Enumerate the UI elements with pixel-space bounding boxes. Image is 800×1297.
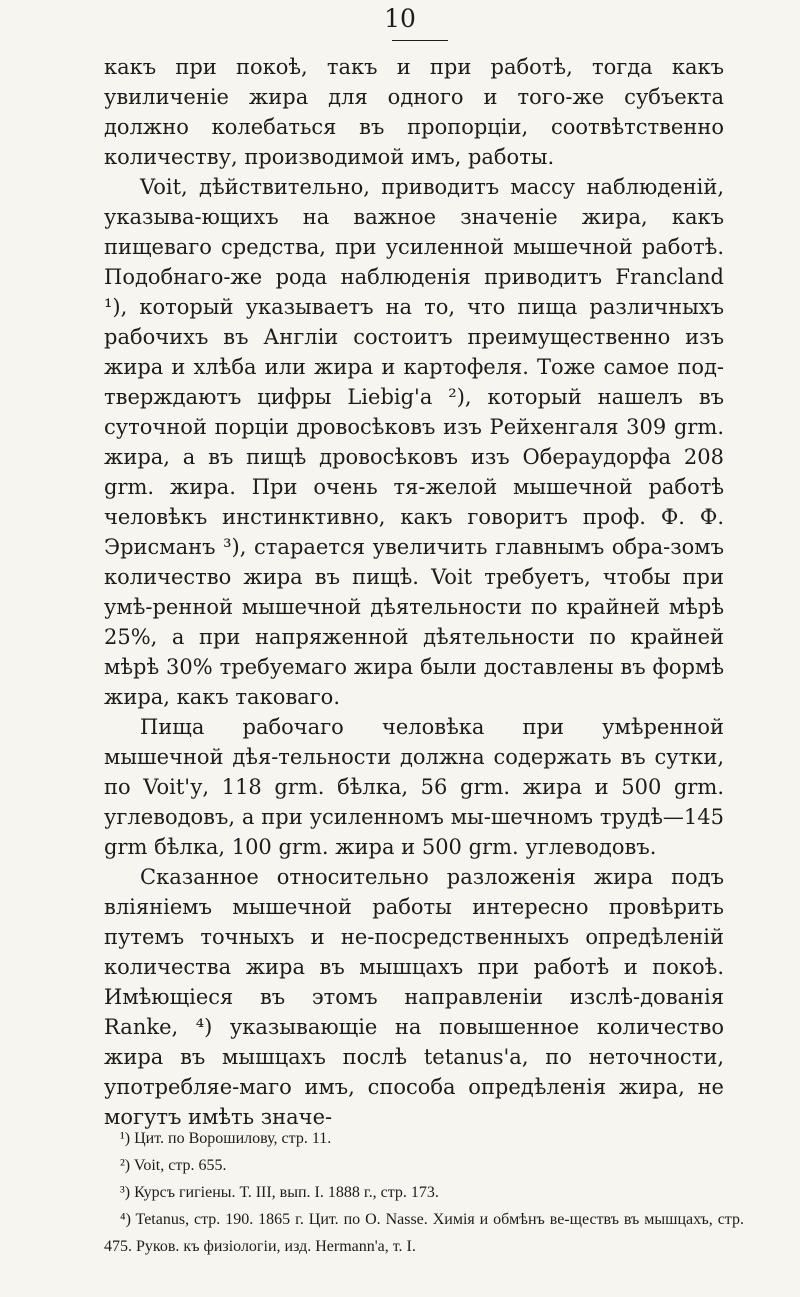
page-number: 10 [384,4,416,33]
header-rule [392,40,448,41]
footnote-3: ³) Курсъ гигіены. Т. III, вып. I. 1888 г., стр. 173. [120,1184,439,1201]
footnote-1: ¹) Цит. по Ворошилову, стр. 11. [120,1130,332,1147]
paragraph-3: Пища рабочаго человѣка при умѣренной мышечной дѣя-тельности должна содержать въ сутки, по Voit'у, 118 grm. бѣлка, 56 grm. жира и 500 grm. углеводовъ, а при усиленномъ мы-шечномъ трудѣ—145 grm бѣлка, 100 grm. жира и 500 grm. углеводовъ. [104,715,724,859]
footnotes [104,1125,744,1260]
paragraph-1: какъ при покоѣ, такъ и при работѣ, тогда какъ увиличеніе жира для одного и того-же субъекта должно колебаться въ пропорціи, соотвѣтственно количеству, производимой имъ, работы. [104,55,724,169]
paragraph-2: Voit, дѣйствительно, приводитъ массу наблюденій, указыва-ющихъ на важное значеніе жира, какъ пищеваго средства, при усиленной мышечной работѣ. Подобнаго-же рода наблюденія приводитъ Francland ¹), который указываетъ на то, что пища различныхъ рабочихъ въ Англіи состоитъ преимущественно изъ жира и хлѣба или жира и картофеля. Тоже самое под-тверждаютъ цифры Liebig'а ²), который нашелъ въ суточной порціи дровосѣковъ изъ Рейхенгаля 309 grm. жира, а въ пищѣ дровосѣковъ изъ Обераудорфа 208 grm. жира. При очень тя-желой мышечной работѣ человѣкъ инстинктивно, какъ говоритъ проф. Ф. Ф. Эрисманъ ³), старается увеличить главнымъ обра-зомъ количество жира въ пищѣ. Voit требуетъ, чтобы при умѣ-ренной мышечной дѣятельности по крайней мѣрѣ 25%, а при напряженной дѣятельности по крайней мѣрѣ 30% требуемаго жира были доставлены въ формѣ жира, какъ таковаго. [104,175,724,709]
footnote-4: ⁴) Tetanus, стр. 190. 1865 г. Цит. по O. Nasse. Химія и обмѣнъ ве-ществъ въ мышцахъ, стр. 475. Руков. къ физіологіи, изд. Hermann'а, т. I. [104,1211,744,1255]
body-text [104,52,724,1132]
paragraph-4: Сказанное относительно разложенія жира подъ вліяніемъ мышечной работы интересно провѣрить путемъ точныхъ и не-посредственныхъ опредѣленій количества жира въ мышцахъ при работѣ и покоѣ. Имѣющіеся въ этомъ направленіи изслѣ-дованія Ranke, ⁴) указывающіе на повышенное количество жира въ мышцахъ послѣ tetanus'а, по неточности, употребляе-маго имъ, способа опредѣленія жира, не могутъ имѣть значе- [104,865,724,1129]
footnote-2: ²) Voit, стр. 655. [120,1157,227,1174]
